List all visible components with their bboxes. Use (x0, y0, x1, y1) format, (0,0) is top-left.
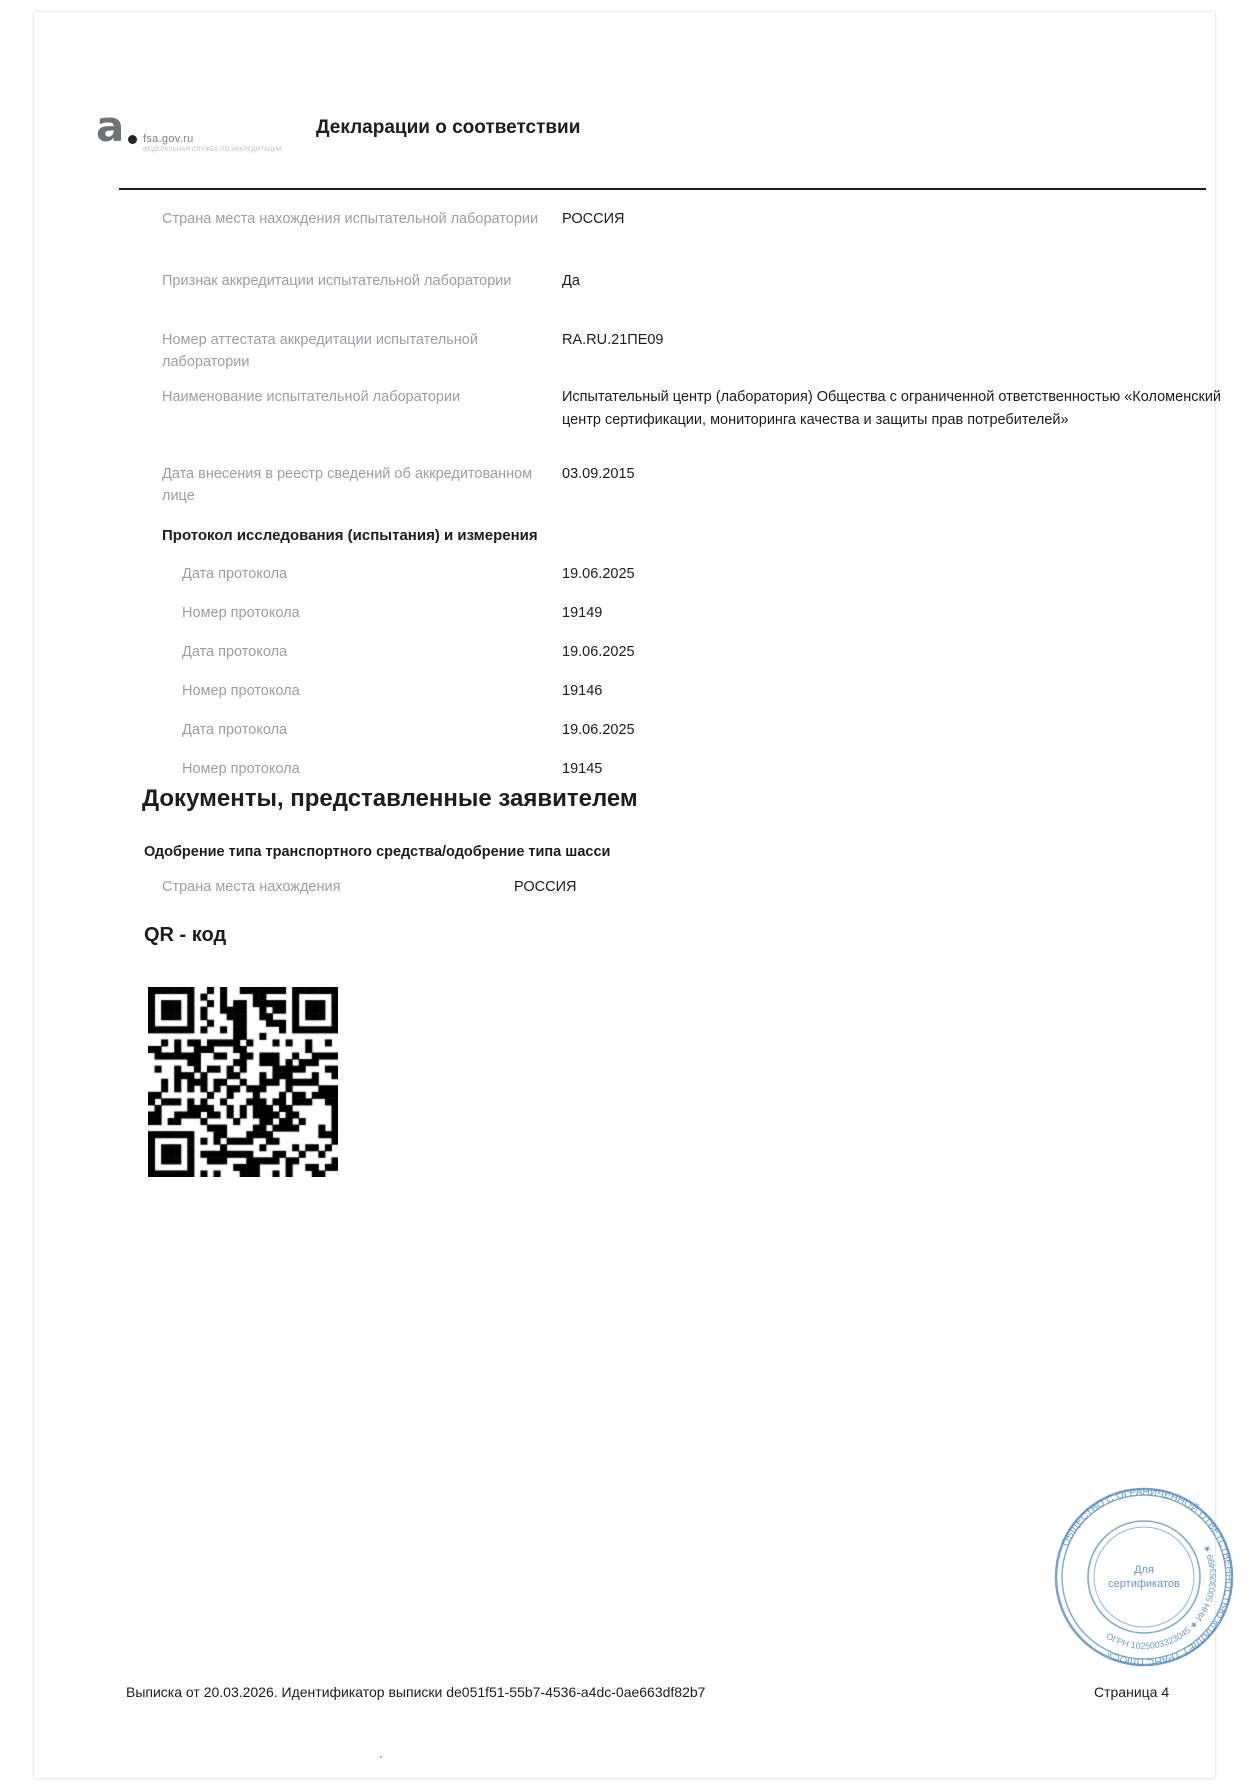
qr-code-image (148, 987, 338, 1177)
field-value: РОССИЯ (562, 211, 625, 227)
field-label: Дата протокола (182, 566, 288, 582)
field-label: Дата протокола (182, 722, 288, 738)
field-value: РОССИЯ (514, 879, 577, 895)
field-label: Номер протокола (182, 683, 300, 699)
header-divider (119, 188, 1206, 190)
field-label: Страна места нахождения (162, 879, 341, 895)
document-sheet (34, 12, 1235, 1778)
field-value: Испытательный центр (лаборатория) Общества с ограниченной ответственностью «Коломенский центр сертификации, мониторинга качества и защиты прав потребителей» (562, 389, 1222, 428)
svg-text:Для: Для (1134, 1564, 1154, 1576)
documents-section-heading: Документы, представленные заявителем (142, 785, 638, 812)
fsa-logo-mark: a (96, 102, 125, 151)
field-value: 19146 (562, 683, 603, 699)
protocol-section-heading: Протокол исследования (испытания) и измерения (162, 527, 538, 544)
field-label: Номер протокола (182, 605, 300, 621)
svg-text:ОБЩЕСТВО С ОГРАНИЧЕННОЙ ОТВЕТС: ОБЩЕСТВО С ОГРАНИЧЕННОЙ ОТВЕТСТВЕННОСТЬЮ «ПАЛЛЕТ ТРАНС ПЛЮС» (1060, 1486, 1235, 1668)
svg-text:ОГРН 1025003323045 ★ ИНН 50030: ОГРН 1025003323045 ★ ИНН 5003053499 ★ (1104, 1543, 1219, 1652)
field-value: 19.06.2025 (562, 566, 635, 582)
page-title: Декларации о соответствии (316, 117, 581, 138)
field-value: 19149 (562, 605, 603, 621)
field-value: Да (562, 273, 580, 289)
fsa-logo (96, 102, 282, 165)
documents-subheading: Одобрение типа транспортного средства/одобрение типа шасси (144, 844, 611, 860)
field-value: RA.RU.21ПЕ09 (562, 332, 664, 348)
field-label: Дата внесения в реестр сведений об аккредитованном лице (162, 466, 533, 504)
field-value: 03.09.2015 (562, 466, 635, 482)
svg-text:сертификатов: сертификатов (1108, 1578, 1180, 1590)
fsa-logo-domain: fsa.gov.ru (143, 133, 194, 145)
fsa-logo-dot-icon (128, 135, 137, 144)
field-value: 19145 (562, 761, 603, 777)
field-value: 19.06.2025 (562, 644, 635, 660)
field-label: Номер протокола (182, 761, 300, 777)
footer-page-number: Страница 4 (1094, 1684, 1170, 1700)
company-stamp (1044, 1477, 1244, 1677)
field-value: 19.06.2025 (562, 722, 635, 738)
footer-extract-info: Выписка от 20.03.2026. Идентификатор выписки de051f51-55b7-4536-a4dc-0ae663df82b7 (126, 1684, 706, 1700)
qr-section-heading: QR - код (144, 924, 227, 946)
field-label: Страна места нахождения испытательной лаборатории (162, 211, 539, 227)
field-label: Номер аттестата аккредитации испытательной лаборатории (162, 332, 478, 370)
field-label: Наименование испытательной лаборатории (162, 389, 461, 405)
fsa-logo-subtitle: ФЕДЕРАЛЬНАЯ СЛУЖБА ПО АККРЕДИТАЦИИ (143, 147, 282, 153)
document-header (96, 102, 1156, 179)
footer-bottom-mark: . (379, 1745, 383, 1761)
field-label: Признак аккредитации испытательной лаборатории (162, 273, 512, 289)
field-label: Дата протокола (182, 644, 288, 660)
